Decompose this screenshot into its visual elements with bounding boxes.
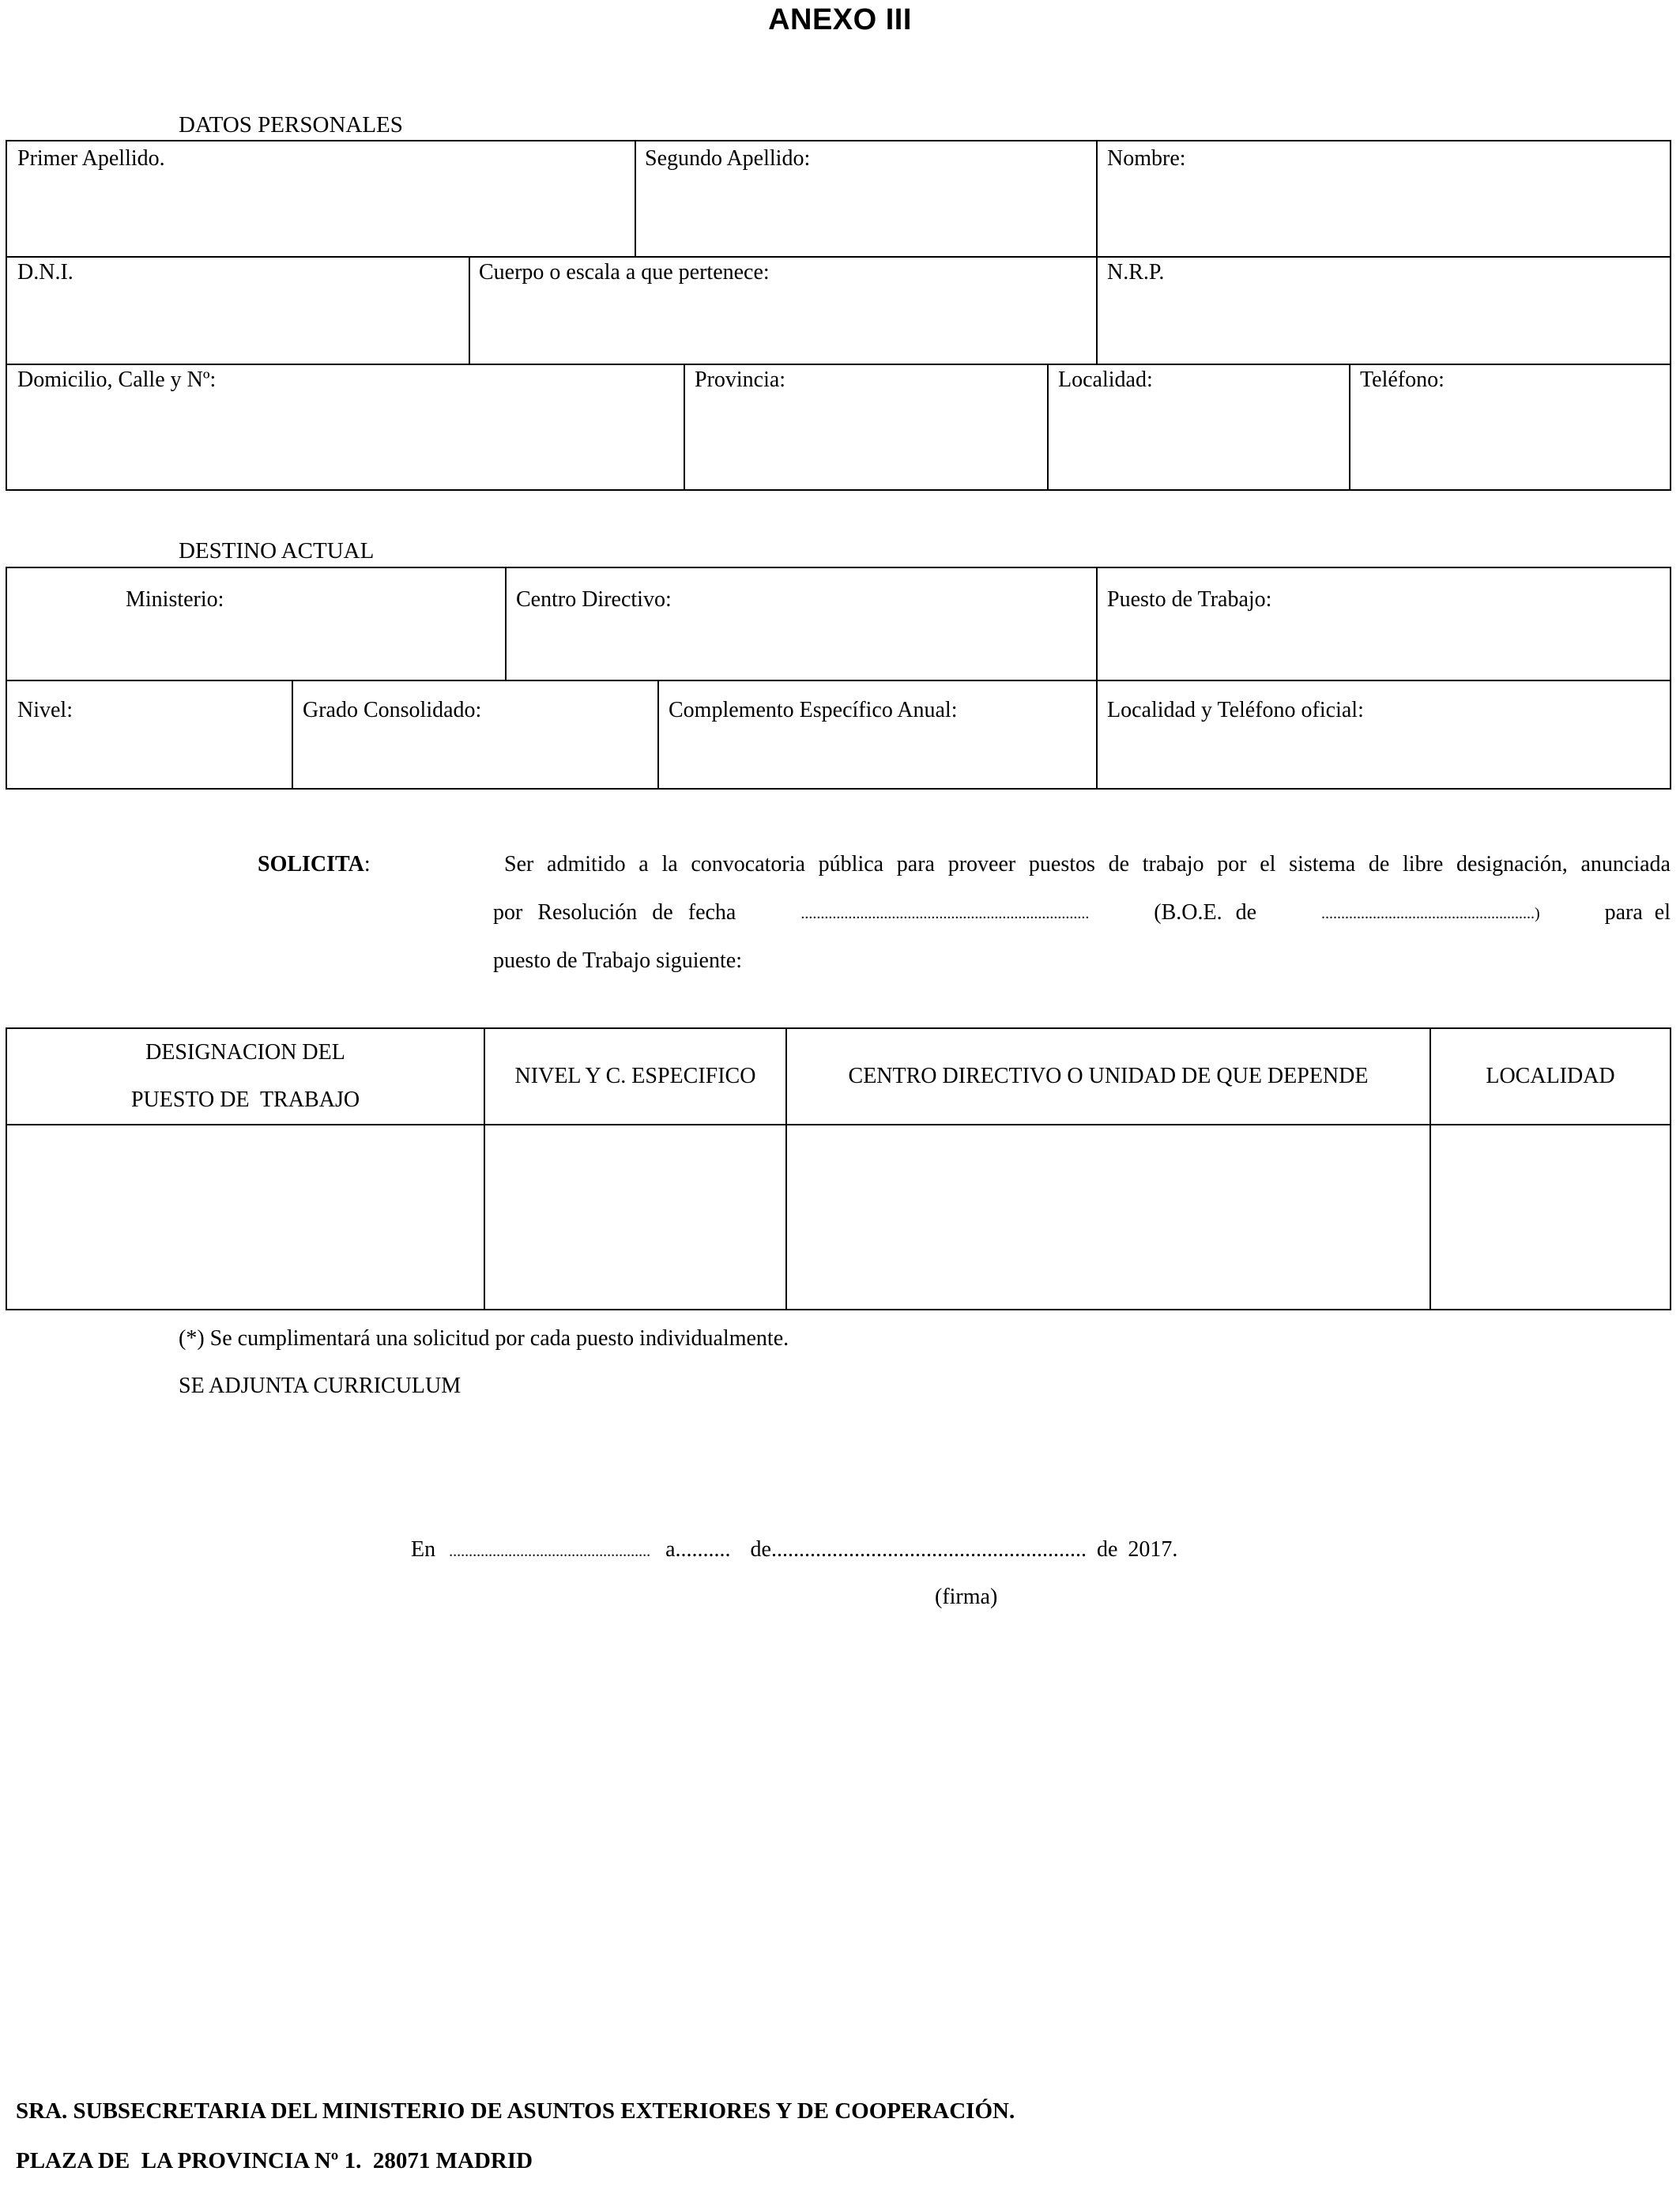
resolucion-label: por Resolución de fecha xyxy=(493,900,736,925)
solicita-label: SOLICITA xyxy=(258,852,364,876)
nivel-field[interactable]: Nivel: xyxy=(17,698,73,722)
primer-apellido-field[interactable]: Primer Apellido. xyxy=(17,146,165,171)
dni-field[interactable]: D.N.I. xyxy=(17,260,73,285)
destino-actual-table xyxy=(6,567,1671,790)
col-divider xyxy=(1096,568,1098,680)
boe-fecha-blank[interactable]: ......................................................) xyxy=(1320,905,1540,922)
row-divider xyxy=(7,680,1670,681)
footer-addressee: SRA. SUBSECRETARIA DEL MINISTERIO DE ASUNTOS EXTERIORES Y DE COOPERACIÓN. xyxy=(16,2098,1015,2124)
header-localidad: LOCALIDAD xyxy=(1486,1064,1615,1088)
datos-personales-table xyxy=(6,140,1671,491)
puesto-trabajo-field[interactable]: Puesto de Trabajo: xyxy=(1107,587,1272,612)
col-divider xyxy=(657,680,659,790)
row-divider xyxy=(7,364,1670,365)
year-label: 2017. xyxy=(1128,1537,1178,1562)
solicita-line-1: Ser admitido a la convocatoria pública para proveer puestos de trabajo por el sistema de libre designación, anunciada xyxy=(504,852,1671,876)
en-label: En xyxy=(411,1537,436,1562)
col-divider xyxy=(1096,680,1098,790)
localidad-telefono-field[interactable]: Localidad y Teléfono oficial: xyxy=(1107,698,1364,722)
datos-personales-heading: DATOS PERSONALES xyxy=(179,112,403,138)
adjunta-curriculum: SE ADJUNTA CURRICULUM xyxy=(179,1374,461,1398)
segundo-apellido-field[interactable]: Segundo Apellido: xyxy=(645,146,811,171)
col-divider xyxy=(1047,364,1049,491)
grado-field[interactable]: Grado Consolidado: xyxy=(303,698,482,722)
footer-address: PLAZA DE LA PROVINCIA Nº 1. 28071 MADRID xyxy=(16,2148,533,2173)
centro-directivo-field[interactable]: Centro Directivo: xyxy=(516,587,672,612)
col-divider xyxy=(684,364,685,491)
puesto-table xyxy=(6,1027,1671,1310)
solicita-label-row xyxy=(258,852,371,877)
solicita-line-2 xyxy=(493,900,1671,925)
col-divider xyxy=(635,141,636,257)
col-divider xyxy=(469,257,470,364)
ministerio-field[interactable]: Ministerio: xyxy=(126,587,224,612)
dia-blank[interactable]: a.......... xyxy=(665,1537,731,1562)
header-designacion-line2: PUESTO DE TRABAJO xyxy=(130,1088,360,1112)
col-divider xyxy=(1349,364,1350,491)
domicilio-field[interactable]: Domicilio, Calle y Nº: xyxy=(17,368,217,392)
firma-label: (firma) xyxy=(935,1585,998,1609)
header-nivel: NIVEL Y C. ESPECIFICO xyxy=(514,1064,756,1088)
note-text: (*) Se cumplimentará una solicitud por cada puesto individualmente. xyxy=(179,1326,789,1351)
header-designacion-line1: DESIGNACION DEL xyxy=(145,1040,345,1065)
de-label: de xyxy=(1096,1537,1118,1562)
nombre-field[interactable]: Nombre: xyxy=(1107,146,1186,171)
provincia-field[interactable]: Provincia: xyxy=(695,368,786,392)
col-divider xyxy=(292,680,293,790)
header-centro-directivo: CENTRO DIRECTIVO O UNIDAD DE QUE DEPENDE xyxy=(848,1064,1369,1088)
col-divider xyxy=(1096,141,1098,257)
complemento-field[interactable]: Complemento Específico Anual: xyxy=(669,698,958,722)
para-el-label: para el xyxy=(1604,900,1671,925)
page-title: ANEXO III xyxy=(768,3,912,36)
solicita-line-3: puesto de Trabajo siguiente: xyxy=(493,948,742,973)
lugar-blank[interactable]: ................................................... xyxy=(449,1543,651,1560)
col-divider xyxy=(505,568,507,680)
telefono-field[interactable]: Teléfono: xyxy=(1360,368,1445,392)
row-divider xyxy=(7,256,1670,258)
solicita-colon: : xyxy=(363,852,371,876)
cuerpo-field[interactable]: Cuerpo o escala a que pertenece: xyxy=(479,260,770,285)
date-line xyxy=(411,1537,1177,1563)
nrp-field[interactable]: N.R.P. xyxy=(1107,260,1165,285)
localidad-field[interactable]: Localidad: xyxy=(1058,368,1153,392)
destino-actual-heading: DESTINO ACTUAL xyxy=(179,538,375,564)
centro-input-cell[interactable] xyxy=(787,1125,1430,1309)
nivel-input-cell[interactable] xyxy=(485,1125,785,1309)
localidad-input-cell[interactable] xyxy=(1431,1125,1670,1309)
resolucion-fecha-blank[interactable]: ......................................................................... xyxy=(800,905,1090,922)
header-designacion xyxy=(7,1029,484,1124)
boe-label: (B.O.E. de xyxy=(1154,900,1257,925)
col-divider xyxy=(1096,257,1098,364)
mes-blank[interactable]: de......................................................... xyxy=(750,1537,1087,1562)
designacion-input-cell[interactable] xyxy=(7,1125,484,1309)
